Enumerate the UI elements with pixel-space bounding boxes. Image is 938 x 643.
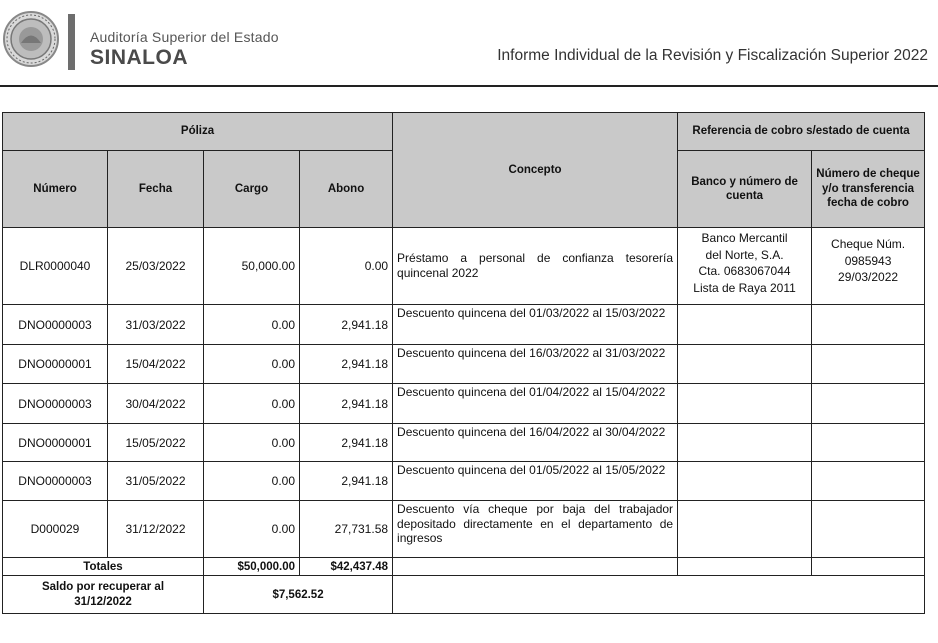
cell-abono: 27,731.58 xyxy=(300,501,393,558)
header-divider xyxy=(68,14,75,70)
cell-banco xyxy=(678,228,812,305)
totals-banco xyxy=(678,558,812,576)
table-row xyxy=(3,305,925,345)
cell-abono: 2,941.18 xyxy=(300,384,393,424)
saldo-label xyxy=(3,576,204,614)
cell-banco xyxy=(678,501,812,558)
header-cargo: Cargo xyxy=(204,151,300,228)
header-numero: Número xyxy=(3,151,108,228)
cell-cargo: 0.00 xyxy=(204,305,300,345)
banco-line: del Norte, S.A. xyxy=(705,247,784,262)
header-cheque: Número de cheque y/o transferencia fecha de cobro xyxy=(812,151,925,228)
cell-cargo: 0.00 xyxy=(204,384,300,424)
totals-label: Totales xyxy=(3,558,204,576)
saldo-value: $7,562.52 xyxy=(204,576,393,614)
table-row xyxy=(3,384,925,424)
table-row xyxy=(3,345,925,384)
cell-concepto: Descuento quincena del 16/03/2022 al 31/03/2022 xyxy=(393,345,678,384)
cell-fecha: 15/05/2022 xyxy=(108,424,204,462)
cell-cheque xyxy=(812,345,925,384)
cell-numero: DNO0000003 xyxy=(3,384,108,424)
saldo-label-line: Saldo por recuperar al xyxy=(41,580,165,593)
totals-concepto xyxy=(393,558,678,576)
banco-line: Lista de Raya 2011 xyxy=(693,280,796,295)
cell-abono: 2,941.18 xyxy=(300,424,393,462)
cell-concepto: Descuento quincena del 01/05/2022 al 15/05/2022 xyxy=(393,462,678,501)
cell-banco xyxy=(678,424,812,462)
header-banco: Banco y número de cuenta xyxy=(678,151,812,228)
saldo-label-line: 31/12/2022 xyxy=(74,595,132,608)
cell-abono: 0.00 xyxy=(300,228,393,305)
header-row-1 xyxy=(3,113,925,151)
cheque-line: 29/03/2022 xyxy=(838,270,899,285)
cell-banco xyxy=(678,384,812,424)
cell-concepto: Descuento quincena del 16/04/2022 al 30/04/2022 xyxy=(393,424,678,462)
poliza-table xyxy=(2,112,925,614)
org-state: SINALOA xyxy=(90,46,188,69)
cell-fecha: 30/04/2022 xyxy=(108,384,204,424)
cell-banco xyxy=(678,345,812,384)
cell-cargo: 0.00 xyxy=(204,424,300,462)
cell-cheque xyxy=(812,305,925,345)
cell-cheque xyxy=(812,462,925,501)
cell-fecha: 25/03/2022 xyxy=(108,228,204,305)
cell-cargo: 0.00 xyxy=(204,345,300,384)
saldo-row xyxy=(3,576,925,614)
cell-cargo: 50,000.00 xyxy=(204,228,300,305)
cell-banco xyxy=(678,462,812,501)
cell-fecha: 31/03/2022 xyxy=(108,305,204,345)
header-rule xyxy=(0,85,938,87)
header-fecha: Fecha xyxy=(108,151,204,228)
cell-fecha: 31/12/2022 xyxy=(108,501,204,558)
cell-abono: 2,941.18 xyxy=(300,345,393,384)
header-abono: Abono xyxy=(300,151,393,228)
table-row xyxy=(3,462,925,501)
cell-concepto: Descuento quincena del 01/04/2022 al 15/04/2022 xyxy=(393,384,678,424)
cell-cargo: 0.00 xyxy=(204,501,300,558)
header-referencia: Referencia de cobro s/estado de cuenta xyxy=(678,113,925,151)
cell-numero: DNO0000001 xyxy=(3,424,108,462)
cheque-line: Cheque Núm. xyxy=(831,237,906,251)
cell-fecha: 31/05/2022 xyxy=(108,462,204,501)
cell-cheque xyxy=(812,501,925,558)
cell-numero: D000029 xyxy=(3,501,108,558)
totals-cargo: $50,000.00 xyxy=(204,558,300,576)
saldo-empty xyxy=(393,576,925,614)
cell-numero: DLR0000040 xyxy=(3,228,108,305)
cell-numero: DNO0000003 xyxy=(3,305,108,345)
page-header xyxy=(0,0,938,92)
cell-cheque xyxy=(812,424,925,462)
table-row xyxy=(3,228,925,305)
cheque-line: 0985943 xyxy=(844,253,892,268)
totals-abono: $42,437.48 xyxy=(300,558,393,576)
cell-cargo: 0.00 xyxy=(204,462,300,501)
cell-cheque xyxy=(812,384,925,424)
header-poliza: Póliza xyxy=(3,113,393,151)
table-row xyxy=(3,501,925,558)
cell-abono: 2,941.18 xyxy=(300,462,393,501)
cell-fecha: 15/04/2022 xyxy=(108,345,204,384)
totals-cheque xyxy=(812,558,925,576)
cell-concepto: Descuento quincena del 01/03/2022 al 15/03/2022 xyxy=(393,305,678,345)
totals-row xyxy=(3,558,925,576)
cell-numero: DNO0000003 xyxy=(3,462,108,501)
cell-abono: 2,941.18 xyxy=(300,305,393,345)
cell-concepto: Préstamo a personal de confianza tesorería quincenal 2022 xyxy=(393,228,678,305)
cell-concepto: Descuento vía cheque por baja del trabajador depositado directamente en el departamento de ingresos xyxy=(393,501,678,558)
report-title: Informe Individual de la Revisión y Fiscalización Superior 2022 xyxy=(497,47,928,64)
banco-line: Cta. 0683067044 xyxy=(698,264,791,279)
cell-banco xyxy=(678,305,812,345)
cell-numero: DNO0000001 xyxy=(3,345,108,384)
cell-cheque xyxy=(812,228,925,305)
state-seal-icon xyxy=(2,10,60,68)
table-row xyxy=(3,424,925,462)
banco-line: Banco Mercantil xyxy=(701,231,788,245)
header-concepto: Concepto xyxy=(393,113,678,228)
org-name: Auditoría Superior del Estado xyxy=(90,29,279,45)
